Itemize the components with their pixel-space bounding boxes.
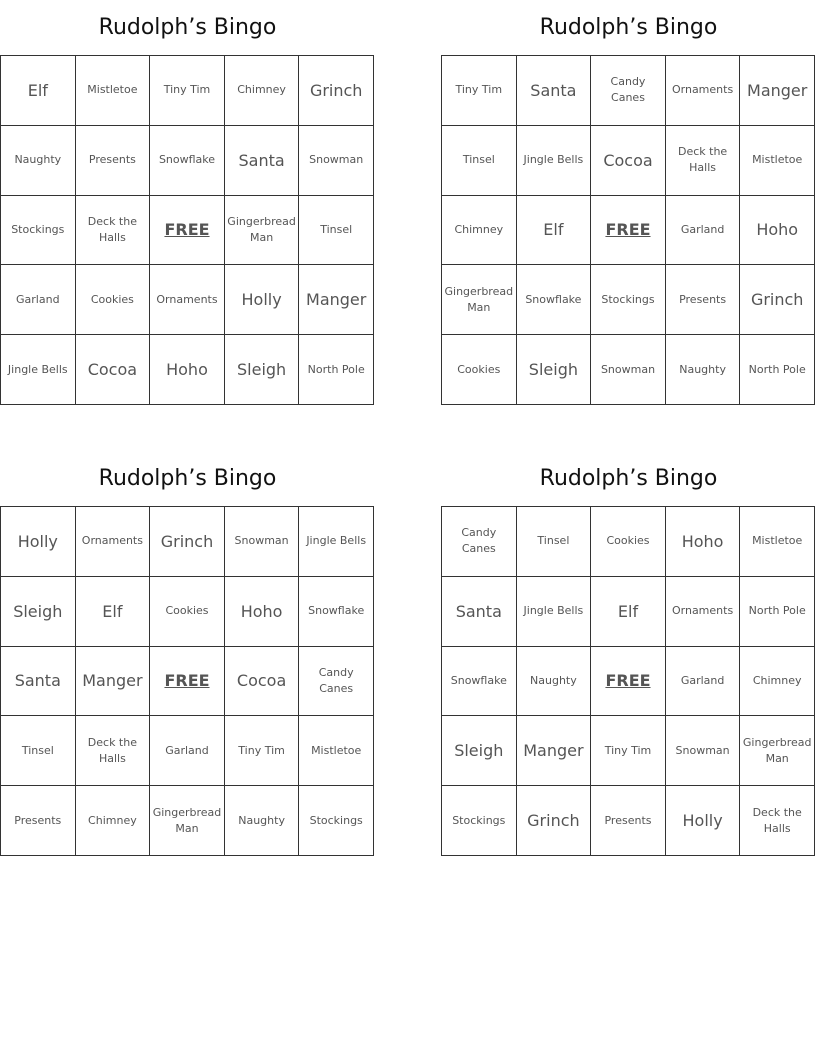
free-space-cell: FREE (591, 196, 666, 266)
bingo-cell: Hoho (150, 335, 225, 405)
bingo-cell: Hoho (740, 196, 815, 266)
free-space-cell: FREE (150, 196, 225, 266)
bingo-cell: Holly (225, 265, 300, 335)
bingo-cell: Garland (1, 265, 76, 335)
bingo-cell: Grinch (740, 265, 815, 335)
bingo-cell: Tiny Tim (591, 716, 666, 786)
bingo-cell: Gingerbread Man (740, 716, 815, 786)
bingo-cell: Manger (517, 716, 592, 786)
bingo-cell: Tiny Tim (150, 56, 225, 126)
card-title: Rudolph’s Bingo (539, 466, 718, 491)
bingo-cell: Cocoa (591, 126, 666, 196)
bingo-cell: Tinsel (299, 196, 374, 266)
bingo-cell: Candy Canes (442, 507, 517, 577)
bingo-cell: Garland (150, 716, 225, 786)
bingo-cell: Presents (666, 265, 741, 335)
bingo-cell: Presents (76, 126, 151, 196)
bingo-cell: Chimney (76, 786, 151, 856)
bingo-grid (0, 506, 374, 856)
bingo-cell: Gingerbread Man (150, 786, 225, 856)
bingo-cell: Tiny Tim (225, 716, 300, 786)
bingo-cell: Ornaments (150, 265, 225, 335)
bingo-cell: Grinch (299, 56, 374, 126)
card-title: Rudolph’s Bingo (98, 15, 277, 40)
bingo-cell: Mistletoe (740, 507, 815, 577)
bingo-cell: Mistletoe (299, 716, 374, 786)
bingo-cell: Presents (591, 786, 666, 856)
bingo-cell: Cookies (442, 335, 517, 405)
bingo-cell: Candy Canes (299, 647, 374, 717)
bingo-cell: Garland (666, 196, 741, 266)
bingo-cell: Santa (442, 577, 517, 647)
bingo-cell: Snowman (299, 126, 374, 196)
bingo-cell: Grinch (517, 786, 592, 856)
bingo-cell: Snowflake (442, 647, 517, 717)
card-title: Rudolph’s Bingo (98, 466, 277, 491)
bingo-cell: Stockings (299, 786, 374, 856)
bingo-cell: Cookies (591, 507, 666, 577)
bingo-cell: Tinsel (1, 716, 76, 786)
bingo-cell: Tinsel (517, 507, 592, 577)
bingo-cell: Cookies (150, 577, 225, 647)
bingo-cell: Tiny Tim (442, 56, 517, 126)
bingo-cell: Jingle Bells (1, 335, 76, 405)
bingo-cell: Sleigh (442, 716, 517, 786)
bingo-cell: Hoho (225, 577, 300, 647)
bingo-cell: Ornaments (666, 577, 741, 647)
bingo-cell: Holly (666, 786, 741, 856)
bingo-cell: Elf (1, 56, 76, 126)
bingo-cell: Jingle Bells (517, 577, 592, 647)
bingo-cell: Gingerbread Man (225, 196, 300, 266)
card-title: Rudolph’s Bingo (539, 15, 718, 40)
bingo-grid (441, 55, 815, 405)
bingo-cell: Chimney (740, 647, 815, 717)
bingo-cell: Santa (517, 56, 592, 126)
bingo-cell: Tinsel (442, 126, 517, 196)
bingo-cell: Manger (299, 265, 374, 335)
bingo-cell: Manger (76, 647, 151, 717)
bingo-cell: Snowman (225, 507, 300, 577)
bingo-cell: Cocoa (225, 647, 300, 717)
bingo-cell: Stockings (1, 196, 76, 266)
bingo-cell: Chimney (442, 196, 517, 266)
bingo-cell: Naughty (225, 786, 300, 856)
bingo-cell: Mistletoe (76, 56, 151, 126)
bingo-cell: Ornaments (666, 56, 741, 126)
bingo-cell: Gingerbread Man (442, 265, 517, 335)
bingo-cell: Deck the Halls (76, 716, 151, 786)
bingo-cell: Santa (225, 126, 300, 196)
bingo-cell: Candy Canes (591, 56, 666, 126)
bingo-cell: Elf (591, 577, 666, 647)
free-space-cell: FREE (150, 647, 225, 717)
bingo-cell: Snowman (666, 716, 741, 786)
bingo-grid (0, 55, 374, 405)
bingo-cell: Sleigh (225, 335, 300, 405)
bingo-grid (441, 506, 815, 856)
bingo-cell: Sleigh (517, 335, 592, 405)
bingo-cell: Elf (76, 577, 151, 647)
bingo-cell: Ornaments (76, 507, 151, 577)
bingo-cell: Sleigh (1, 577, 76, 647)
bingo-cell: North Pole (299, 335, 374, 405)
bingo-cell: North Pole (740, 335, 815, 405)
bingo-cell: Manger (740, 56, 815, 126)
bingo-cell: Snowflake (150, 126, 225, 196)
bingo-cell: Deck the Halls (740, 786, 815, 856)
bingo-cell: Deck the Halls (666, 126, 741, 196)
bingo-cell: Mistletoe (740, 126, 815, 196)
bingo-cell: Jingle Bells (299, 507, 374, 577)
bingo-cell: North Pole (740, 577, 815, 647)
bingo-cell: Cookies (76, 265, 151, 335)
bingo-cell: Deck the Halls (76, 196, 151, 266)
bingo-cell: Naughty (666, 335, 741, 405)
bingo-cell: Jingle Bells (517, 126, 592, 196)
bingo-cell: Santa (1, 647, 76, 717)
bingo-cell: Hoho (666, 507, 741, 577)
bingo-cell: Naughty (517, 647, 592, 717)
bingo-cell: Presents (1, 786, 76, 856)
bingo-cell: Cocoa (76, 335, 151, 405)
bingo-cell: Chimney (225, 56, 300, 126)
bingo-cell: Snowman (591, 335, 666, 405)
bingo-cell: Holly (1, 507, 76, 577)
bingo-cell: Grinch (150, 507, 225, 577)
bingo-cell: Snowflake (299, 577, 374, 647)
free-space-cell: FREE (591, 647, 666, 717)
bingo-cell: Stockings (591, 265, 666, 335)
bingo-cell: Snowflake (517, 265, 592, 335)
bingo-cell: Elf (517, 196, 592, 266)
bingo-cell: Stockings (442, 786, 517, 856)
bingo-cell: Naughty (1, 126, 76, 196)
bingo-cell: Garland (666, 647, 741, 717)
